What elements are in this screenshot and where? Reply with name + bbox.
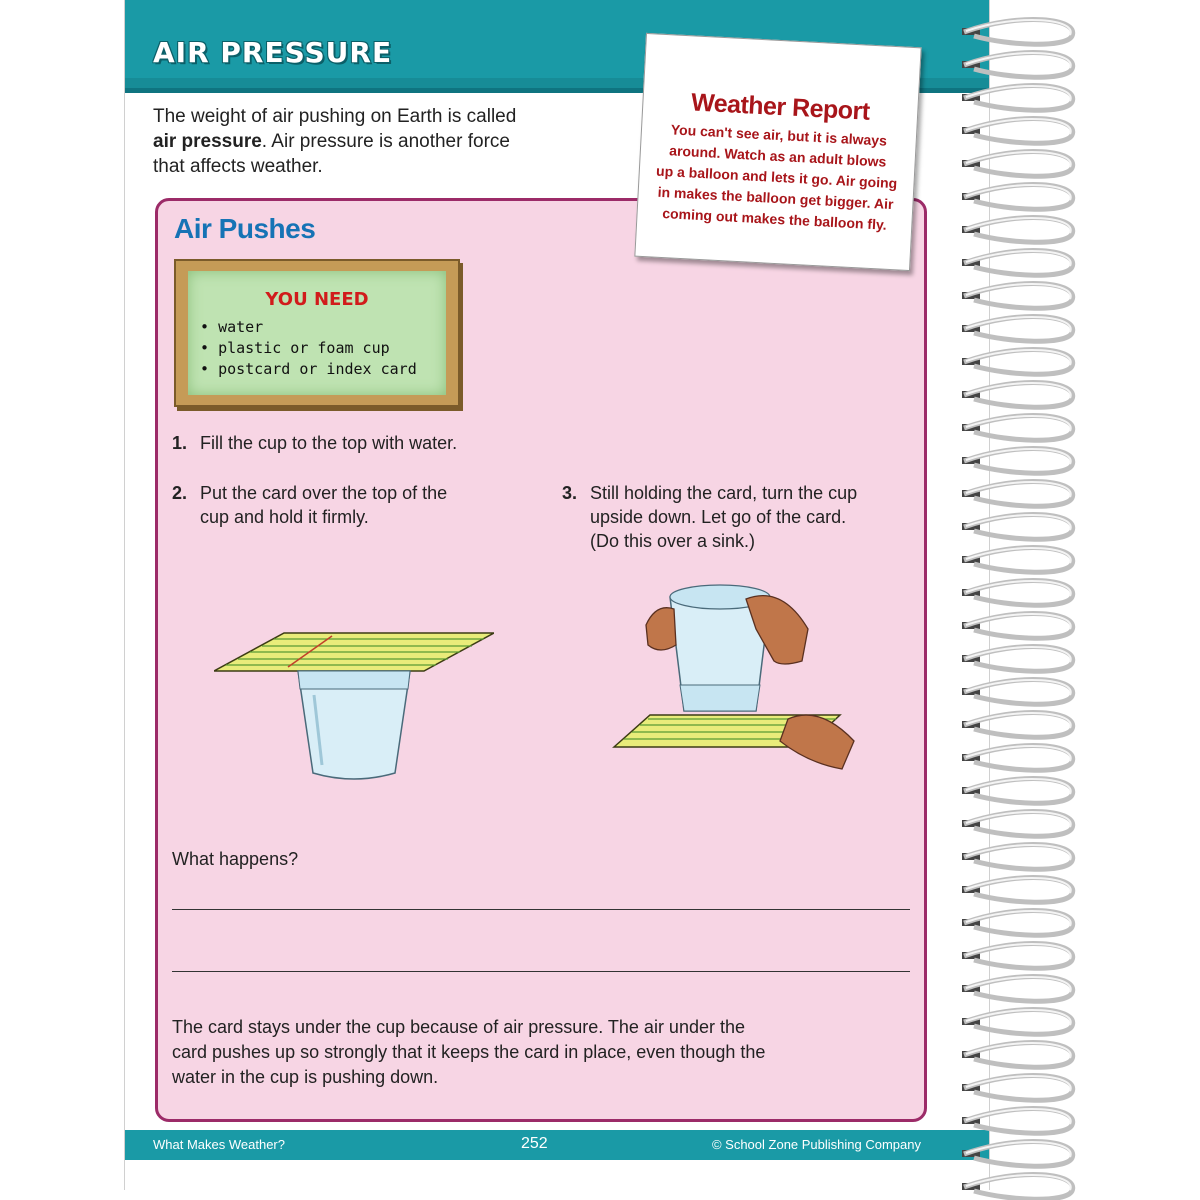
explanation-line: water in the cup is pushing down. [172, 1067, 439, 1087]
step-text [200, 431, 457, 455]
step-line: upside down. Let go of the card. [590, 507, 847, 527]
question-prompt: What happens? [172, 849, 299, 869]
explanation-text [172, 1015, 912, 1090]
step-line: Put the card over the top of the [200, 483, 448, 503]
activity-title: Air Pushes [174, 213, 316, 244]
supply-item: • postcard or index card [200, 359, 417, 380]
intro-line-3: that affects weather. [153, 156, 323, 177]
you-need-title: YOU NEED [265, 289, 369, 310]
footer-band [125, 1130, 989, 1160]
intro-line-2: . Air pressure is another force [261, 131, 510, 152]
supply-item: • water [200, 317, 417, 338]
weather-report-line: coming out makes the balloon fly. [661, 205, 888, 233]
explanation-line: card pushes up so strongly that it keeps the card in place, even though the [172, 1042, 766, 1062]
activity-panel [155, 198, 927, 1122]
step-text [200, 481, 447, 529]
intro-text [153, 104, 573, 179]
footer-copyright: © School Zone Publishing Company [711, 1137, 921, 1152]
intro-line-1: The weight of air pushing on Earth is called [153, 106, 517, 127]
explanation-line: The card stays under the cup because of air pressure. The air under the [172, 1017, 745, 1037]
supply-list [200, 317, 417, 380]
you-need-card [174, 259, 460, 407]
step-number: 3. [562, 483, 578, 503]
page-title: AIR PRESSURE [153, 36, 393, 69]
weather-report-line: in makes the balloon get bigger. Air [657, 183, 894, 213]
step-line: cup and hold it firmly. [200, 507, 369, 527]
weather-report-line: around. Watch as an adult blows [668, 142, 887, 170]
footer-section-title: What Makes Weather? [153, 1137, 285, 1152]
weather-report-line: You can't see air, but it is always [670, 121, 888, 149]
answer-line[interactable] [172, 971, 910, 972]
cup-with-card-illustration [214, 605, 494, 795]
you-need-card-inner [188, 271, 446, 395]
step-number: 1. [172, 433, 188, 453]
answer-line[interactable] [172, 909, 910, 910]
spiral-binding [950, 0, 1080, 1200]
step-number: 2. [172, 483, 188, 503]
weather-report-title: Weather Report [690, 88, 871, 126]
inverted-cup-illustration [606, 569, 876, 779]
supply-item: • plastic or foam cup [200, 338, 417, 359]
step-line: Fill the cup to the top with water. [200, 433, 458, 453]
step-text [590, 481, 857, 553]
step-line: Still holding the card, turn the cup [590, 483, 858, 503]
step-line: (Do this over a sink.) [590, 531, 756, 551]
weather-report-line: up a balloon and lets it go. Air going [655, 162, 898, 192]
page-number: 252 [521, 1135, 548, 1152]
intro-term: air pressure [153, 131, 262, 152]
weather-report-body [651, 119, 902, 237]
weather-report-card [634, 33, 921, 271]
